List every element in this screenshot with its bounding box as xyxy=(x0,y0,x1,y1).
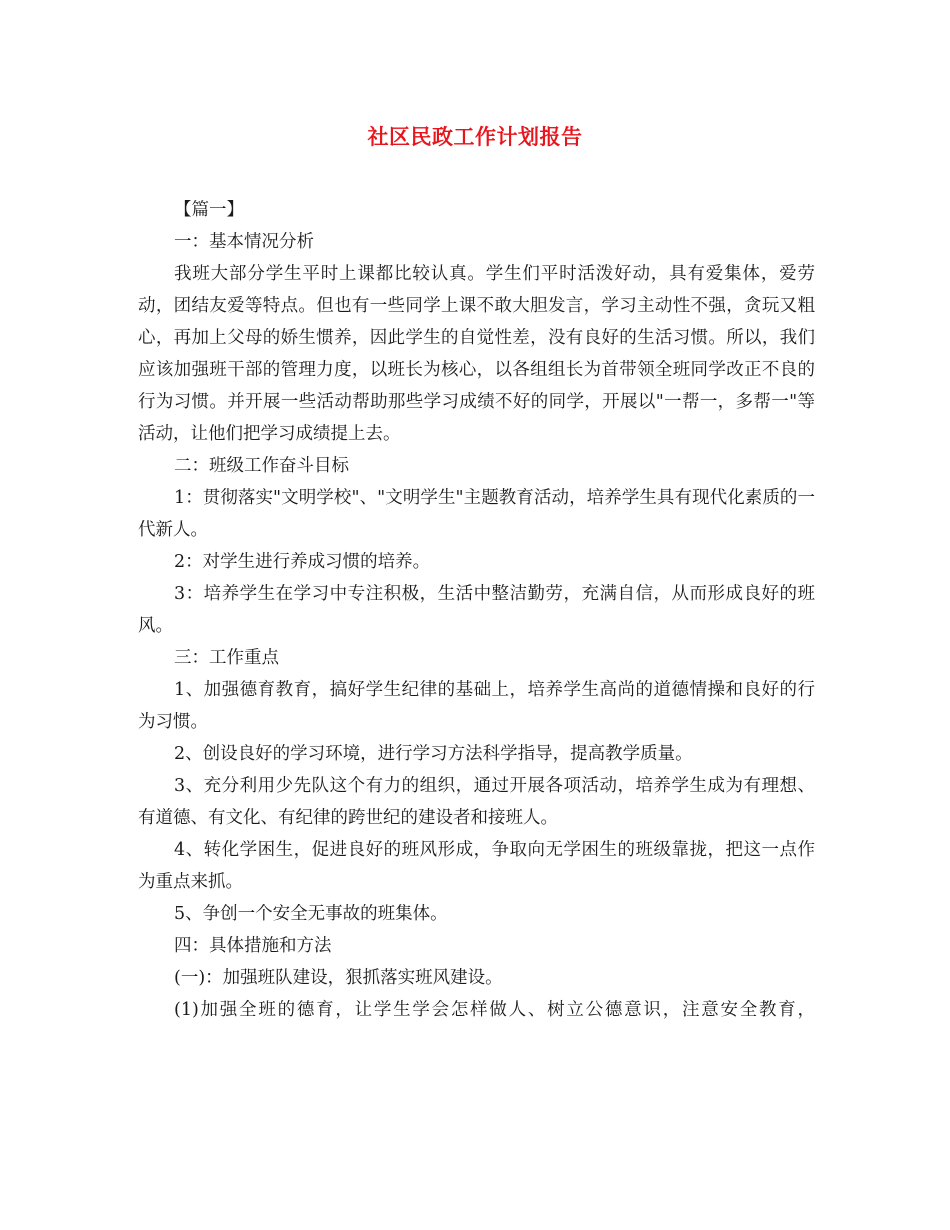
body-paragraph: 2：对学生进行养成习惯的培养。 xyxy=(174,552,431,572)
body-paragraph: (1)加强全班的德育，让学生学会怎样做人、树立公德意识，注意安全教育， xyxy=(174,1000,815,1020)
body-paragraph: 1、加强德育教育，搞好学生纪律的基础上，培养学生高尚的道德情操和良好的行为习惯。 xyxy=(138,680,815,732)
body-paragraph: 我班大部分学生平时上课都比较认真。学生们平时活泼好动，具有爱集体，爱劳动，团结友爱等特点。但也有一些同学上课不敢大胆发言，学习主动性不强，贪玩又粗心，再加上父母的娇生惯养，因此学生的自觉性差，没有良好的生活习惯。所以，我们应该加强班干部的管理力度，以班长为核心，以各组组长为首带领全班同学改正不良的行为习惯。并开展一些活动帮助那些学习成绩不好的同学，开展以"一帮一，多帮一"等活动，让他们把学习成绩提上去。 xyxy=(138,264,815,444)
section-heading: 二：班级工作奋斗目标 xyxy=(174,456,349,476)
section-heading: 四：具体措施和方法 xyxy=(174,936,332,956)
body-paragraph: 2、创设良好的学习环境，进行学习方法科学指导，提高教学质量。 xyxy=(174,744,693,764)
subsection-heading: (一)：加强班队建设，狠抓落实班风建设。 xyxy=(174,968,503,988)
section-heading: 三：工作重点 xyxy=(174,648,279,668)
body-paragraph: 3：培养学生在学习中专注积极，生活中整洁勤劳，充满自信，从而形成良好的班风。 xyxy=(138,584,815,636)
body-paragraph: 5、争创一个安全无事故的班集体。 xyxy=(174,904,448,924)
body-paragraph: 3、充分利用少先队这个有力的组织，通过开展各项活动，培养学生成为有理想、有道德、有文化、有纪律的跨世纪的建设者和接班人。 xyxy=(138,776,815,828)
body-paragraph: 4、转化学困生，促进良好的班风形成，争取向无学困生的班级靠拢，把这一点作为重点来抓。 xyxy=(138,840,815,892)
document-body xyxy=(138,194,815,1026)
section-marker: 【篇一】 xyxy=(174,200,244,220)
body-paragraph: 1：贯彻落实"文明学校"、"文明学生"主题教育活动，培养学生具有现代化素质的一代新人。 xyxy=(138,488,815,540)
section-heading: 一：基本情况分析 xyxy=(174,232,314,252)
document-title: 社区民政工作计划报告 xyxy=(367,124,583,149)
